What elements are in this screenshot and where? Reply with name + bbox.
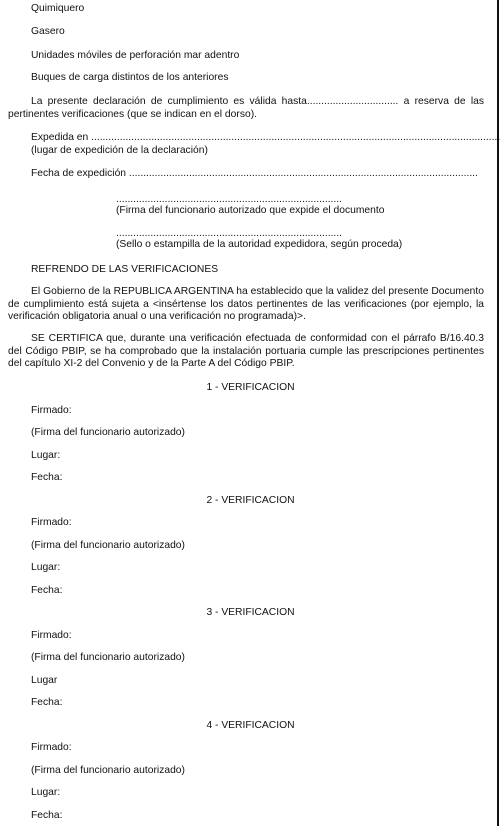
verification-1-place: Lugar: [31,450,61,461]
verification-2-title: 2 - VERIFICACION [206,495,295,506]
verification-3-place: Lugar [31,675,58,686]
verification-4-signature-note: (Firma del funcionario autorizado) [31,765,185,776]
issued-place-note: (lugar de expedición de la declaración) [31,145,208,156]
verification-4-date: Fecha: [31,810,63,821]
page-edge-rule [497,0,499,826]
issue-date-line: Fecha de expedición .......................................................................................................................... [31,168,478,179]
ship-type-chemical-tanker: Quimiquero [31,3,85,14]
ship-type-gas-carrier: Gasero [31,26,65,37]
verification-1-signature-note: (Firma del funcionario autorizado) [31,427,185,438]
verification-1-signed: Firmado: [31,405,72,416]
ship-type-other-cargo: Buques de carga distintos de los anteriores [31,72,229,83]
signature-note-official: (Firma del funcionario autorizado que expide el documento [116,205,385,216]
verification-2-date: Fecha: [31,585,63,596]
verification-4-signed: Firmado: [31,742,72,753]
signature-dots-seal: ............................................................................... [116,228,343,239]
verification-2-place: Lugar: [31,562,61,573]
endorsement-paragraph: El Gobierno de la REPUBLICA ARGENTINA ha establecido que la validez del presente Documento de cumplimiento está sujeta a <insértense los datos pertinentes de las verificaciones (por ejemplo, la verificación obligatoria anual o una verificación no programada)>. [8,286,484,322]
ship-type-offshore-drilling: Unidades móviles de perforación mar adentro [31,50,240,61]
endorsement-heading: REFRENDO DE LAS VERIFICACIONES [31,264,219,275]
verification-4-place: Lugar: [31,787,61,798]
validity-paragraph: La presente declaración de cumplimiento es válida hasta................................ a reserva de las pertinentes verificaciones (que se indican en el dorso). [8,96,484,120]
verification-3-signature-note: (Firma del funcionario autorizado) [31,652,185,663]
verification-3-signed: Firmado: [31,630,72,641]
verification-4-title: 4 - VERIFICACION [206,720,295,731]
signature-dots-official: ............................................................................... [116,194,343,205]
signature-note-seal: (Sello o estampilla de la autoridad expedidora, según proceda) [116,239,403,250]
verification-1-date: Fecha: [31,472,63,483]
verification-2-signature-note: (Firma del funcionario autorizado) [31,540,185,551]
certifies-paragraph: SE CERTIFICA que, durante una verificación efectuada de conformidad con el párrafo B/16.40.3 del Código PBIP, se ha comprobado que la instalación portuaria cumple las prescripciones pertinentes del capítulo XI-2 del Convenio y de la Parte A del Código PBIP. [8,333,484,369]
issued-in-line: Expedida en ............................................................................................................................................... [31,132,501,143]
verification-1-title: 1 - VERIFICACION [206,382,295,393]
verification-2-signed: Firmado: [31,517,72,528]
verification-3-date: Fecha: [31,697,63,708]
verification-3-title: 3 - VERIFICACION [206,607,295,618]
